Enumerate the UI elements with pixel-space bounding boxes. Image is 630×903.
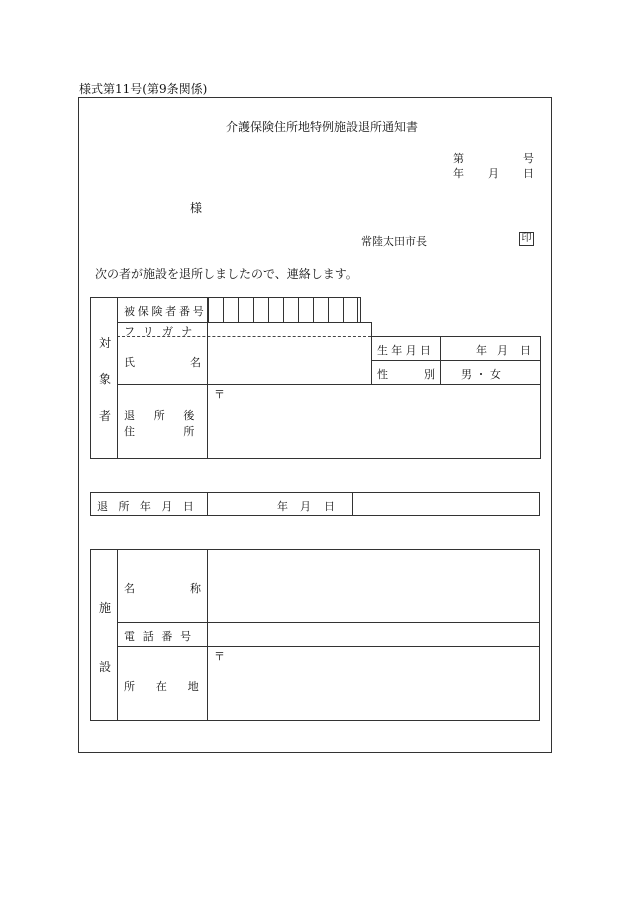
birth-date-label: 生年月日 (377, 344, 435, 357)
phone-label: 電話番号 (124, 630, 199, 643)
date-day: 日 (523, 167, 534, 180)
exit-date-year: 年 (277, 500, 288, 513)
exit-date-day: 日 (324, 500, 335, 513)
facility-postal-mark: 〒 (214, 650, 225, 663)
intro-text: 次の者が施設を退所しましたので、連絡します。 (95, 267, 358, 281)
gender-label-2: 別 (424, 368, 435, 381)
facility-name-label-2: 称 (190, 582, 201, 595)
issuer: 常陸太田市長 (361, 235, 427, 248)
birth-day: 日 (520, 344, 531, 357)
location-field[interactable] (208, 647, 539, 720)
facility-label-1: 施 (99, 601, 112, 615)
form-number: 様式第11号(第9条関係) (79, 82, 208, 96)
seal-stamp: 印 (519, 232, 534, 246)
facility-name-label-1: 名 (124, 582, 135, 595)
date-year: 年 (453, 167, 464, 180)
phone-field[interactable] (208, 623, 539, 645)
location-label: 所在地 (124, 680, 220, 693)
gender-label-1: 性 (377, 368, 388, 381)
doc-number-suffix: 号 (523, 152, 534, 165)
name-field[interactable] (208, 337, 370, 383)
gender-options[interactable]: 男 ・ 女 (461, 368, 501, 381)
postal-mark: 〒 (214, 388, 225, 401)
address-after-field[interactable] (208, 385, 539, 458)
facility-label-2: 設 (99, 660, 112, 674)
birth-month: 月 (497, 344, 508, 357)
doc-number-prefix: 第 (453, 152, 464, 165)
name-label-2: 名 (190, 356, 201, 369)
address-after-label-2: 住所 (124, 425, 243, 438)
subject-label-2: 象 (99, 372, 112, 386)
exit-date-month: 月 (300, 500, 311, 513)
facility-name-field[interactable] (208, 550, 539, 621)
birth-year: 年 (476, 344, 487, 357)
insured-number-boxes[interactable] (208, 297, 358, 322)
insured-number-label: 被保険者番号 (124, 305, 207, 318)
subject-label-1: 対 (99, 336, 112, 350)
date-month: 月 (488, 167, 499, 180)
document-title: 介護保険住所地特例施設退所通知書 (226, 120, 419, 134)
furigana-label: フリガナ (124, 325, 201, 338)
furigana-field[interactable] (208, 323, 370, 335)
subject-label-3: 者 (99, 409, 112, 423)
exit-date-label: 退所年月日 (97, 500, 205, 513)
address-after-label-1: 退所後 (124, 409, 214, 422)
addressee-suffix: 様 (190, 201, 203, 215)
name-label-1: 氏 (124, 356, 135, 369)
exit-date-extra-field[interactable] (353, 493, 539, 515)
